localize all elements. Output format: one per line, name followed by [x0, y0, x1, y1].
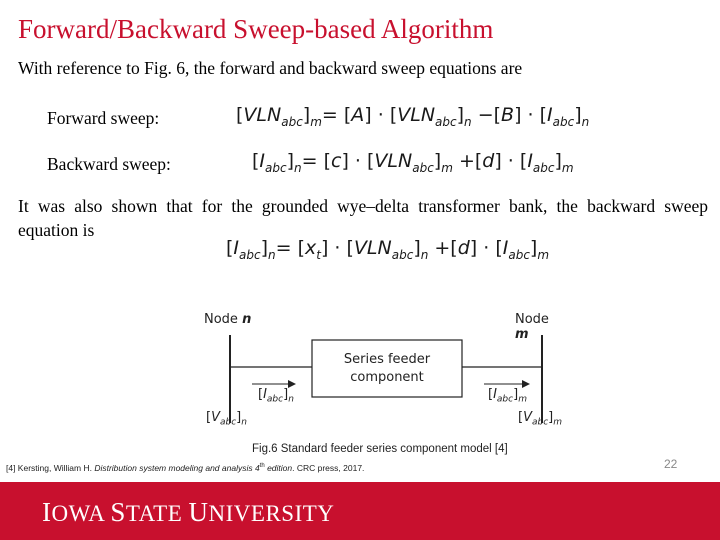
current-m-label: $[I_{abc}]_m$	[488, 387, 527, 405]
reference-citation: [4] Kersting, William H. Distribution system modeling and analysis 4th edition. CRC press, 2017.	[6, 463, 365, 473]
backward-sweep-equation: $[I_{abc}]_n= [c] \cdot [VLN_{abc}]_m +[d] \cdot [I_{abc}]_m$	[252, 150, 574, 175]
slide-title: Forward/Backward Sweep-based Algorithm	[18, 14, 494, 44]
voltage-m-label: $[V_{abc}]_m$	[518, 410, 563, 428]
transformer-paragraph: It was also shown that for the grounded wye–delta transformer bank, the backward sweep equation is	[18, 196, 708, 240]
box-line-1: Series feeder	[343, 352, 431, 367]
box-line-2: component	[350, 370, 424, 385]
current-n-label: $[I_{abc}]_n$	[258, 387, 294, 405]
page-number: 22	[664, 457, 678, 471]
backward-sweep-label: Backward sweep:	[47, 154, 171, 174]
university-logo: IOWA STATE UNIVERSITY	[42, 497, 335, 527]
node-m-label: Node m	[515, 312, 549, 342]
intro-text: With reference to Fig. 6, the forward and backward sweep equations are	[18, 58, 523, 78]
forward-sweep-equation: $[VLN_{abc}]_m= [A] \cdot [VLN_{abc}]_n -[B] \cdot [I_{abc}]_n$	[236, 104, 590, 129]
series-feeder-text	[312, 351, 462, 387]
transformer-backward-equation: $[I_{abc}]_n= [x_t] \cdot [VLN_{abc}]_n +[d] \cdot [I_{abc}]_m$	[226, 237, 550, 262]
voltage-n-label: $[V_{abc}]_n$	[206, 410, 247, 428]
figure-caption: Fig.6 Standard feeder series component model [4]	[252, 443, 508, 455]
forward-sweep-label: Forward sweep:	[47, 108, 160, 128]
feeder-diagram	[200, 305, 563, 440]
node-n-label: Node n	[204, 312, 252, 327]
